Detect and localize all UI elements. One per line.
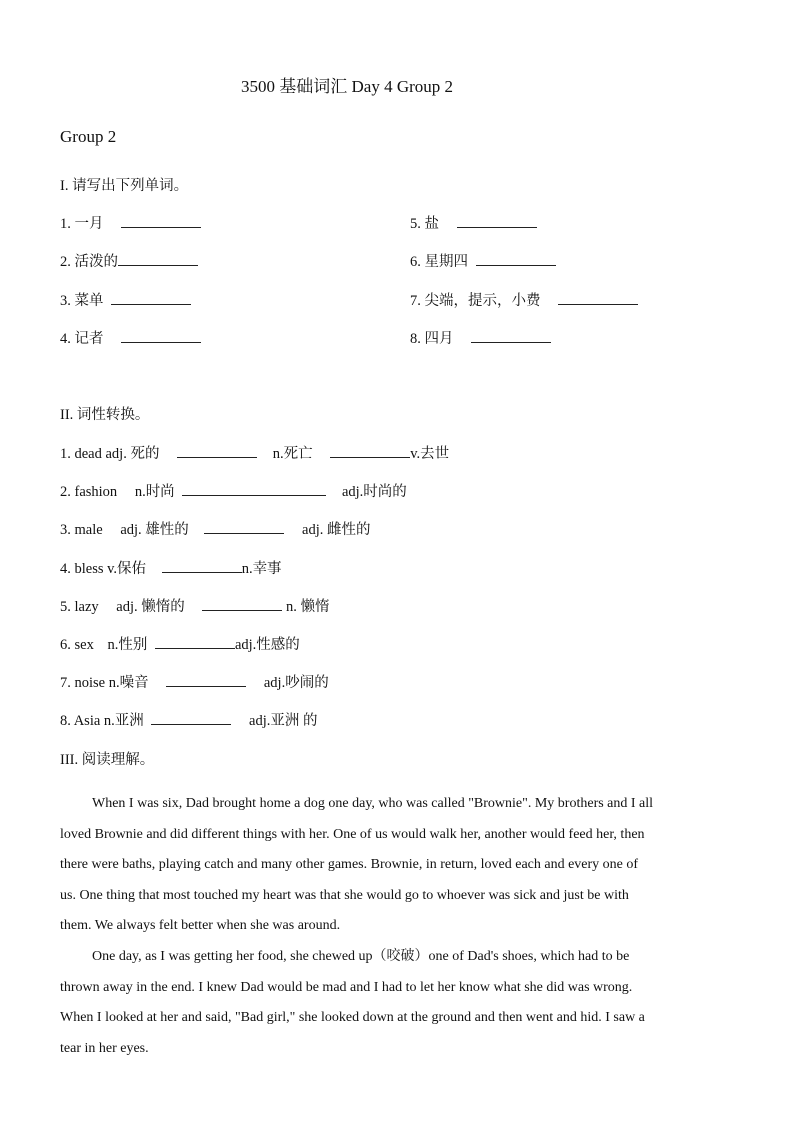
item-part: adj.性感的 — [234, 637, 300, 653]
item-part: adj.时尚的 — [341, 484, 407, 500]
item-part: n.时尚 — [134, 484, 175, 500]
item-text: 记者 — [74, 331, 104, 347]
paragraph-line: them. We always felt better when she was around. — [60, 918, 341, 934]
conversion-item-7 — [60, 671, 329, 692]
item-number: 1. — [60, 216, 71, 232]
answer-blank[interactable] — [330, 445, 410, 458]
conversion-item-8 — [60, 709, 318, 730]
conversion-item-6 — [60, 633, 300, 654]
item-part: n.死亡 — [272, 446, 313, 462]
item-prompt: 8. Asia n.亚洲 — [60, 713, 144, 729]
item-prompt: 5. lazy — [60, 599, 99, 615]
vocab-item-6 — [410, 250, 556, 271]
answer-blank[interactable] — [204, 521, 284, 534]
vocab-item-7 — [410, 289, 638, 310]
answer-blank[interactable] — [457, 215, 537, 228]
vocab-item-4 — [60, 327, 201, 348]
reading-paragraph-1 — [60, 789, 733, 942]
paragraph-line: us. One thing that most touched my heart was that she would go to whoever was sick and just be with — [60, 887, 629, 903]
conversion-item-5 — [60, 595, 330, 616]
item-number: 5. — [410, 216, 421, 232]
item-text: 菜单 — [74, 293, 104, 309]
answer-blank[interactable] — [476, 253, 556, 266]
item-text: 一月 — [74, 216, 104, 232]
item-prompt: 7. noise n.噪音 — [60, 675, 149, 691]
paragraph-line: tear in her eyes. — [60, 1040, 149, 1056]
item-part: adj.亚洲 的 — [249, 713, 318, 729]
item-number: 6. — [410, 254, 421, 270]
item-part: adj.吵闹的 — [263, 675, 329, 691]
item-number: 3. — [60, 293, 71, 309]
item-part: n.幸事 — [241, 561, 282, 577]
item-part: n.性别 — [107, 637, 148, 653]
item-text: 四月 — [424, 331, 454, 347]
paragraph-line: loved Brownie and did different things with her. One of us would walk her, another would feed her, then — [60, 826, 645, 842]
item-prompt: 3. male — [60, 522, 103, 538]
answer-blank[interactable] — [202, 598, 282, 611]
answer-blank[interactable] — [182, 483, 326, 496]
paragraph-line: When I was six, Dad brought home a dog one day, who was called "Brownie". My brothers and I all — [92, 796, 654, 811]
item-number: 2. — [60, 254, 71, 270]
answer-blank[interactable] — [118, 253, 198, 266]
conversion-item-1 — [60, 442, 449, 463]
item-part: adj. 懒惰的 — [116, 599, 185, 615]
answer-blank[interactable] — [166, 674, 246, 687]
conversion-item-4 — [60, 557, 282, 578]
section3-heading: III. 阅读理解。 — [60, 752, 155, 768]
paragraph-line: One day, as I was getting her food, she chewed up（咬破）one of Dad's shoes, which had to be — [92, 949, 630, 964]
section1-heading: I. 请写出下列单词。 — [60, 178, 189, 194]
item-number: 4. — [60, 331, 71, 347]
item-prompt: 1. dead adj. 死的 — [60, 446, 160, 462]
item-text: 盐 — [424, 216, 439, 232]
conversion-item-3 — [60, 518, 371, 539]
answer-blank[interactable] — [151, 712, 231, 725]
answer-blank[interactable] — [471, 330, 551, 343]
answer-blank[interactable] — [155, 636, 235, 649]
section2-heading: II. 词性转换。 — [60, 407, 150, 423]
vocab-item-1 — [60, 212, 201, 233]
group-heading: Group 2 — [60, 127, 117, 146]
answer-blank[interactable] — [111, 292, 191, 305]
vocab-item-8 — [410, 327, 551, 348]
item-text: 星期四 — [424, 254, 468, 270]
item-prompt: 6. sex — [60, 637, 94, 653]
item-text: 活泼的 — [74, 254, 118, 270]
page-title: 3500 基础词汇 Day 4 Group 2 — [241, 77, 454, 96]
reading-paragraph-2 — [60, 942, 733, 1064]
item-part: v.去世 — [410, 446, 450, 462]
vocab-item-5 — [410, 212, 537, 233]
answer-blank[interactable] — [558, 292, 638, 305]
item-number: 8. — [410, 331, 421, 347]
answer-blank[interactable] — [121, 330, 201, 343]
answer-blank[interactable] — [177, 445, 257, 458]
item-prompt: 4. bless v.保佑 — [60, 561, 147, 577]
item-text: 尖端，提示，小费 — [424, 293, 541, 309]
item-number: 7. — [410, 293, 421, 309]
conversion-item-2 — [60, 480, 407, 501]
item-part: n. 懒惰 — [286, 599, 330, 615]
item-prompt: 2. fashion — [60, 484, 118, 500]
answer-blank[interactable] — [162, 560, 242, 573]
paragraph-line: thrown away in the end. I knew Dad would be mad and I had to let her know what she did was wrong. — [60, 979, 633, 995]
answer-blank[interactable] — [121, 215, 201, 228]
paragraph-line: When I looked at her and said, "Bad girl," she looked down at the ground and then went and hid. I saw a — [60, 1010, 645, 1026]
item-part: adj. 雌性的 — [302, 522, 371, 538]
item-part: adj. 雄性的 — [120, 522, 189, 538]
vocab-item-2 — [60, 250, 198, 271]
paragraph-line: there were baths, playing catch and many other games. Brownie, in return, loved each and every one of — [60, 857, 639, 873]
vocab-item-3 — [60, 289, 191, 310]
